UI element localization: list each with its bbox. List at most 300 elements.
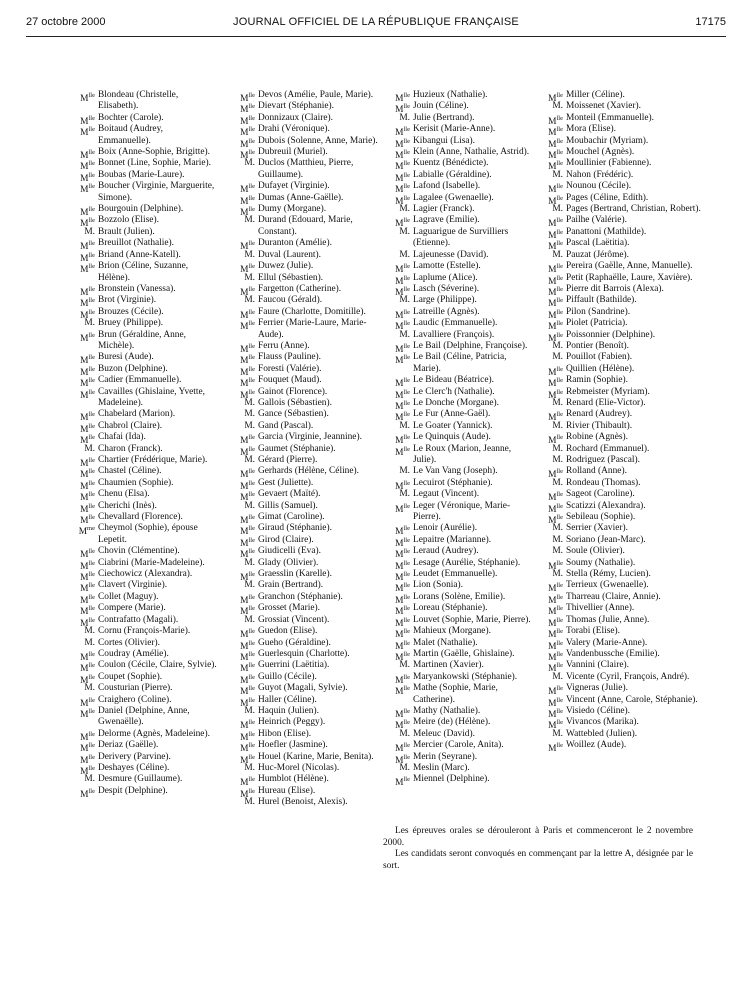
list-item xyxy=(536,648,701,663)
civility-title: $M^{lle}$ xyxy=(548,707,563,720)
civility-title: $M^{lle}$ xyxy=(395,707,410,720)
list-item xyxy=(228,706,378,717)
candidate-name: Boubas (Marie-Laure). xyxy=(98,169,185,180)
list-item xyxy=(536,272,701,287)
civility-title: $M^{lle}$ xyxy=(80,126,95,139)
civility-title: M. xyxy=(552,569,563,580)
candidate-name: Terrieux (Gwenaelle). xyxy=(566,580,649,591)
civility-title: $M^{lle}$ xyxy=(548,365,563,378)
candidate-name: Mercier (Carole, Anita). xyxy=(413,740,504,751)
civility-title: $M^{lle}$ xyxy=(548,183,563,196)
candidate-name: Laguarigue de Survilliers (Etienne). xyxy=(413,226,509,249)
civility-title: $M^{lle}$ xyxy=(240,468,255,481)
candidate-name: Breuillot (Nathalie). xyxy=(98,238,175,249)
civility-title: $M^{lle}$ xyxy=(80,582,95,595)
candidate-name: Leger (Véronique, Marie-Pierre). xyxy=(413,500,511,523)
civility-title: $M^{lle}$ xyxy=(80,616,95,629)
candidate-name: Lenoir (Aurélie). xyxy=(413,523,478,534)
candidate-name: Collet (Maguy). xyxy=(98,591,159,602)
civility-title: M. xyxy=(244,272,255,283)
candidate-name: Daniel (Delphine, Anne, Gwenaëlle). xyxy=(98,705,190,728)
list-item xyxy=(68,444,218,455)
civility-title: $M^{lle}$ xyxy=(240,206,255,219)
candidate-name: Guedon (Elise). xyxy=(258,626,318,637)
civility-title: $M^{lle}$ xyxy=(80,92,95,104)
list-item xyxy=(228,615,378,626)
civility-title: M. xyxy=(399,728,410,739)
civility-title: $M^{lle}$ xyxy=(80,331,95,344)
candidate-name: Gueho (Géraldine). xyxy=(258,637,331,648)
candidate-name: Brion (Céline, Suzanne, Hélène). xyxy=(98,261,189,283)
list-item xyxy=(68,751,218,766)
civility-title: $M^{lle}$ xyxy=(548,160,563,173)
candidate-name: Fargetton (Catherine). xyxy=(258,283,342,294)
candidate-name: Meleuc (David). xyxy=(413,728,475,739)
candidate-name: Lion (Sonia). xyxy=(413,580,463,591)
list-item xyxy=(536,283,701,298)
candidate-name: Large (Philippe). xyxy=(413,295,477,306)
list-item xyxy=(383,204,533,215)
candidate-name: Huzieux (Nathalie). xyxy=(413,90,488,100)
list-item xyxy=(68,227,218,238)
civility-title: $M^{lle}$ xyxy=(395,753,410,766)
list-item xyxy=(228,671,378,686)
candidate-name: Bochter (Carole). xyxy=(98,112,164,123)
candidate-name: Rodriguez (Pascal). xyxy=(566,455,640,465)
candidate-name: Boucher (Virginie, Marguerite, Simone). xyxy=(98,181,215,203)
candidate-name: Pailhe (Valérie). xyxy=(566,215,627,226)
civility-title: $M^{lle}$ xyxy=(395,263,410,276)
civility-title: $M^{lle}$ xyxy=(240,137,255,150)
civility-title: $M^{lle}$ xyxy=(395,183,410,196)
candidate-name: Kuentz (Bénédicte). xyxy=(413,158,489,169)
civility-title: $M^{lle}$ xyxy=(395,582,410,595)
candidate-name: Guillo (Cécile). xyxy=(258,671,317,682)
candidate-name: Mathe (Sophie, Marie, Catherine). xyxy=(413,683,498,705)
candidate-name: Le Bail (Céline, Patricia, Marie). xyxy=(413,352,507,374)
candidate-name: Chafai (Ida). xyxy=(98,432,146,443)
list-item xyxy=(536,683,701,698)
list-item xyxy=(228,147,378,162)
candidate-name: Gérard (Pierre). xyxy=(258,455,318,465)
civility-title: M. xyxy=(399,204,410,215)
civility-title: $M^{lle}$ xyxy=(80,388,95,401)
civility-title: M. xyxy=(244,614,255,625)
list-item xyxy=(383,432,533,447)
civility-title: $M^{lle}$ xyxy=(395,354,410,367)
list-item xyxy=(228,204,378,219)
list-item xyxy=(68,557,218,572)
candidate-name: Flauss (Pauline). xyxy=(258,352,322,363)
civility-title: $M^{lle}$ xyxy=(395,628,410,641)
civility-title: M. xyxy=(552,534,563,545)
issue-date: 27 octobre 2000 xyxy=(26,16,106,28)
civility-title: $M^{lle}$ xyxy=(548,605,563,618)
candidate-name: Brault (Julien). xyxy=(98,226,155,237)
list-item xyxy=(536,215,701,230)
civility-title: M. xyxy=(552,420,563,431)
list-item xyxy=(228,112,378,127)
civility-title: $M^{lle}$ xyxy=(240,787,255,800)
candidate-name: Chovin (Clémentine). xyxy=(98,546,180,557)
list-item xyxy=(383,227,533,250)
civility-title: $M^{lle}$ xyxy=(395,548,410,561)
civility-title: $M^{lle}$ xyxy=(395,103,410,116)
candidate-name: Bourgouin (Delphine). xyxy=(98,204,184,215)
candidate-name: Thivellier (Anne). xyxy=(566,603,635,614)
civility-title: $M^{lle}$ xyxy=(395,274,410,287)
candidate-name: Rebmeister (Myriam). xyxy=(566,386,650,397)
list-item xyxy=(228,558,378,569)
candidate-name: Pauzat (Jérôme). xyxy=(566,249,629,260)
candidate-name: Haller (Céline). xyxy=(258,694,317,705)
civility-title: $M^{lle}$ xyxy=(80,114,95,127)
civility-title: $M^{lle}$ xyxy=(80,764,95,777)
candidate-name: Contrafatto (Magali). xyxy=(98,614,179,625)
list-item xyxy=(228,318,378,341)
civility-title: M. xyxy=(244,215,255,226)
list-item xyxy=(536,660,701,675)
list-item xyxy=(536,318,701,333)
civility-title: M. xyxy=(84,637,95,648)
civility-title: M. xyxy=(399,420,410,431)
civility-title: $M^{lle}$ xyxy=(80,559,95,572)
candidate-name: Lepaitre (Marianne). xyxy=(413,534,492,545)
candidate-name: Le Roux (Marion, Jeanne, Julie). xyxy=(413,443,512,465)
list-item xyxy=(536,478,701,489)
candidate-name: Despit (Delphine). xyxy=(98,785,168,796)
candidate-name: Renard (Audrey). xyxy=(566,409,633,420)
list-item xyxy=(536,535,701,546)
list-item xyxy=(383,90,533,104)
civility-title: $M^{lle}$ xyxy=(548,639,563,652)
list-item xyxy=(383,557,533,572)
candidate-name: Cousturian (Pierre). xyxy=(98,683,173,694)
list-item xyxy=(68,283,218,298)
candidate-name: Leraud (Audrey). xyxy=(413,546,479,557)
list-item xyxy=(383,477,533,492)
candidate-name: Brot (Virginie). xyxy=(98,295,157,306)
civility-title: $M^{lle}$ xyxy=(80,662,95,675)
list-item xyxy=(228,306,378,321)
civility-title: $M^{lle}$ xyxy=(240,776,255,789)
list-item xyxy=(536,444,701,455)
list-item xyxy=(68,169,218,184)
candidate-name: Vandenbussche (Emilie). xyxy=(566,648,660,659)
candidate-name: Le Quinquis (Aude). xyxy=(413,432,491,443)
civility-title: $M^{lle}$ xyxy=(395,308,410,321)
candidate-name: Duranton (Amélie). xyxy=(258,238,332,249)
civility-title: $M^{lle}$ xyxy=(548,411,563,424)
list-item xyxy=(228,90,378,104)
candidate-name: Legaut (Vincent). xyxy=(413,489,480,500)
list-item xyxy=(228,740,378,755)
candidate-name: Coupet (Sophie). xyxy=(98,671,163,682)
list-item xyxy=(68,158,218,173)
list-item xyxy=(228,250,378,261)
candidate-name: Louvet (Sophie, Marie, Pierre). xyxy=(413,614,531,625)
candidate-name: Gand (Pascal). xyxy=(258,420,314,431)
candidate-name: Lecuirot (Stéphanie). xyxy=(413,477,493,488)
civility-title: $M^{lle}$ xyxy=(240,593,255,606)
civility-title: $M^{lle}$ xyxy=(548,149,563,162)
candidate-name: Chenu (Elsa). xyxy=(98,489,150,500)
candidate-name: Dumas (Anne-Gaëlle). xyxy=(258,192,344,203)
civility-title: $M^{lle}$ xyxy=(395,776,410,789)
candidate-name: Lavalliere (François). xyxy=(413,329,495,340)
list-item xyxy=(228,375,378,390)
civility-title: $M^{lle}$ xyxy=(548,685,563,698)
candidate-name: Lorans (Solène, Emilie). xyxy=(413,591,506,602)
list-item xyxy=(68,466,218,481)
list-item xyxy=(228,283,378,298)
civility-title: $M^{lle}$ xyxy=(240,365,255,378)
list-item xyxy=(228,512,378,527)
list-item xyxy=(536,261,701,276)
civility-title: $M^{lle}$ xyxy=(548,320,563,333)
candidate-name: Bronstein (Vanessa). xyxy=(98,283,176,294)
list-item xyxy=(68,147,218,162)
list-item xyxy=(383,397,533,412)
list-item xyxy=(68,295,218,310)
candidate-name: Cornu (François-Marie). xyxy=(98,626,191,637)
civility-title: $M^{lle}$ xyxy=(548,297,563,310)
candidate-name: Monteil (Emmanuelle). xyxy=(566,112,654,123)
civility-title: $M^{lle}$ xyxy=(80,285,95,298)
list-item xyxy=(536,135,701,150)
candidate-name: Clavert (Virginie). xyxy=(98,580,168,591)
civility-title: $M^{lle}$ xyxy=(240,183,255,196)
civility-title: $M^{lle}$ xyxy=(80,753,95,766)
list-item xyxy=(383,261,533,276)
candidate-name: Buresi (Aude). xyxy=(98,352,154,363)
list-item xyxy=(68,569,218,584)
civility-title: $M^{lle}$ xyxy=(548,502,563,515)
candidate-name: Bruey (Philippe). xyxy=(98,318,164,329)
list-item xyxy=(536,112,701,127)
list-item xyxy=(536,250,701,261)
list-item xyxy=(228,751,378,766)
candidate-name: Gainot (Florence). xyxy=(258,386,328,397)
candidate-name: Labialle (Géraldine). xyxy=(413,169,492,180)
candidate-name: Blondeau (Christelle, Elisabeth). xyxy=(98,90,179,112)
candidate-name: Grosset (Marie). xyxy=(258,603,320,614)
civility-title: $M^{lle}$ xyxy=(80,650,95,663)
candidate-name: Vannini (Claire). xyxy=(566,660,630,671)
list-item xyxy=(228,774,378,789)
civility-title: $M^{lle}$ xyxy=(80,468,95,481)
list-item xyxy=(383,250,533,261)
civility-title: $M^{lle}$ xyxy=(80,297,95,310)
candidate-name: Giraud (Stéphanie). xyxy=(258,523,332,534)
candidate-name: Mora (Elise). xyxy=(566,124,616,135)
civility-title: M. xyxy=(244,455,255,465)
list-item xyxy=(68,181,218,204)
civility-title: $M^{lle}$ xyxy=(80,571,95,584)
candidate-name: Cherichi (Inès). xyxy=(98,500,157,511)
list-item xyxy=(536,523,701,534)
civility-title: $M^{lle}$ xyxy=(240,285,255,298)
civility-title: $M^{lle}$ xyxy=(548,331,563,344)
list-item xyxy=(68,638,218,649)
civility-title: $M^{lle}$ xyxy=(240,650,255,663)
candidate-name: Deriaz (Gaëlle). xyxy=(98,740,159,751)
candidate-name: Brun (Géraldine, Anne, Michèle). xyxy=(98,329,186,351)
civility-title: $M^{lle}$ xyxy=(80,308,95,321)
list-item xyxy=(68,580,218,595)
candidate-name: Chaumien (Sophie). xyxy=(98,477,174,488)
list-item xyxy=(228,273,378,284)
civility-title: $M^{lle}$ xyxy=(80,457,95,469)
candidate-name: Gerhards (Hélène, Céline). xyxy=(258,466,359,477)
candidate-name: Lagalee (Gwenaelle). xyxy=(413,192,494,203)
list-item xyxy=(536,740,701,755)
list-item xyxy=(68,204,218,219)
closing-paragraph-1: Les épreuves orales se dérouleront à Paris et commenceront le 2 novembre 2000. xyxy=(383,826,693,848)
civility-title: $M^{lle}$ xyxy=(80,479,95,492)
list-item xyxy=(68,785,218,800)
civility-title: $M^{lle}$ xyxy=(240,719,255,732)
civility-title: $M^{lle}$ xyxy=(240,673,255,686)
list-item xyxy=(68,387,218,410)
candidate-name: Huc-Morel (Nicolas). xyxy=(258,762,340,773)
list-item xyxy=(383,740,533,755)
civility-title: $M^{lle}$ xyxy=(240,605,255,618)
list-item xyxy=(536,637,701,652)
list-item xyxy=(383,340,533,355)
candidate-name: Gillis (Samuel). xyxy=(258,500,318,511)
civility-title: $M^{lle}$ xyxy=(395,377,410,390)
candidate-name: Drahi (Véronique). xyxy=(258,124,330,135)
list-item xyxy=(383,113,533,124)
list-item xyxy=(68,432,218,447)
list-item xyxy=(383,135,533,150)
candidate-name: Nounou (Cécile). xyxy=(566,181,632,192)
civility-title: M. xyxy=(84,226,95,237)
candidate-name: Le Donche (Morgane). xyxy=(413,397,499,408)
list-item xyxy=(536,375,701,390)
civility-title: $M^{lle}$ xyxy=(548,616,563,629)
civility-title: $M^{lle}$ xyxy=(548,662,563,675)
civility-title: M. xyxy=(552,671,563,682)
candidate-name: Le Fur (Anne-Gaël). xyxy=(413,409,491,420)
candidate-name: Chevallard (Florence). xyxy=(98,512,183,523)
list-item xyxy=(383,774,533,789)
list-item xyxy=(68,728,218,743)
candidate-name: Le Clerc'h (Nathalie). xyxy=(413,386,495,397)
list-item xyxy=(68,420,218,435)
candidate-name: Le Bideau (Béatrice). xyxy=(413,375,494,386)
civility-title: M. xyxy=(552,249,563,260)
candidate-name: Haquin (Julien). xyxy=(258,705,319,716)
list-item xyxy=(228,523,378,538)
candidate-name: Thomas (Julie, Anne). xyxy=(566,614,650,625)
civility-title: $M^{lle}$ xyxy=(240,742,255,755)
list-item xyxy=(228,135,378,150)
list-item xyxy=(383,386,533,401)
list-item xyxy=(228,386,378,401)
list-item xyxy=(383,614,533,629)
list-item xyxy=(383,295,533,306)
civility-title: $M^{lle}$ xyxy=(548,274,563,287)
candidate-name: Latreille (Agnès). xyxy=(413,306,480,317)
civility-title: $M^{lle}$ xyxy=(80,251,95,264)
civility-title: $M^{lle}$ xyxy=(80,149,95,162)
list-item xyxy=(68,306,218,321)
civility-title: $M^{lle}$ xyxy=(80,422,95,435)
candidate-name: Le Bail (Delphine, Françoise). xyxy=(413,340,528,351)
list-item xyxy=(383,272,533,287)
list-item xyxy=(228,477,378,492)
candidate-name: Vigneras (Julie). xyxy=(566,683,628,694)
candidate-name: Gallois (Sébastien). xyxy=(258,397,332,408)
civility-title: $M^{lle}$ xyxy=(240,662,255,675)
candidate-name: Panattoni (Mathilde). xyxy=(566,226,647,237)
candidate-name: Leudet (Emmanuelle). xyxy=(413,569,498,580)
list-item xyxy=(68,112,218,127)
candidate-name: Kerisit (Marie-Anne). xyxy=(413,124,496,135)
civility-title: $M^{lle}$ xyxy=(395,571,410,584)
list-column-4 xyxy=(536,90,701,755)
list-item xyxy=(228,398,378,409)
civility-title: $M^{lle}$ xyxy=(240,445,255,458)
civility-title: $M^{lle}$ xyxy=(80,548,95,561)
candidate-name: Duval (Laurent). xyxy=(258,249,321,260)
civility-title: $M^{lle}$ xyxy=(80,434,95,447)
list-item xyxy=(228,215,378,238)
candidate-name: Hibon (Elise). xyxy=(258,728,312,739)
list-item xyxy=(383,101,533,116)
list-item xyxy=(228,295,378,306)
civility-title: $M^{lle}$ xyxy=(548,491,563,504)
candidate-name: Lagier (Franck). xyxy=(413,204,475,215)
civility-title: $M^{lle}$ xyxy=(240,308,255,321)
civility-title: M. xyxy=(399,329,410,340)
candidate-name: Durand (Edouard, Marie, Constant). xyxy=(258,215,353,237)
candidate-name: Ellul (Sébastien). xyxy=(258,272,324,283)
civility-title: $M^{lle}$ xyxy=(395,673,410,686)
civility-title: $M^{lle}$ xyxy=(548,92,563,104)
list-item xyxy=(536,500,701,515)
list-item xyxy=(536,672,701,683)
list-item xyxy=(68,706,218,729)
civility-title: $M^{lle}$ xyxy=(548,308,563,321)
civility-title: $M^{lle}$ xyxy=(240,92,255,104)
candidate-name: Mahieux (Morgane). xyxy=(413,626,491,637)
candidate-name: Mathy (Nathalie). xyxy=(413,705,481,716)
list-item xyxy=(68,238,218,253)
candidate-name: Fouquet (Maud). xyxy=(258,375,322,386)
civility-title: $M^{lle}$ xyxy=(395,445,410,458)
candidate-name: Foresti (Valérie). xyxy=(258,363,322,374)
civility-title: $M^{lle}$ xyxy=(548,696,563,709)
list-item xyxy=(228,340,378,355)
civility-title: $M^{lle}$ xyxy=(395,217,410,230)
civility-title: $M^{lle}$ xyxy=(80,696,95,709)
list-item xyxy=(228,432,378,447)
candidate-name: Martinen (Xavier). xyxy=(413,660,484,671)
civility-title: M. xyxy=(552,455,563,465)
candidate-name: Stella (Rémy, Lucien). xyxy=(566,569,651,580)
list-item xyxy=(383,580,533,595)
civility-title: $M^{lle}$ xyxy=(395,92,410,104)
candidate-name: Sebileau (Sophie). xyxy=(566,512,636,523)
civility-title: $M^{me}$ xyxy=(78,525,95,538)
list-item xyxy=(383,591,533,606)
civility-title: $M^{lle}$ xyxy=(80,514,95,527)
civility-title: $M^{lle}$ xyxy=(395,149,410,162)
candidate-name: Grain (Bertrand). xyxy=(258,580,324,591)
